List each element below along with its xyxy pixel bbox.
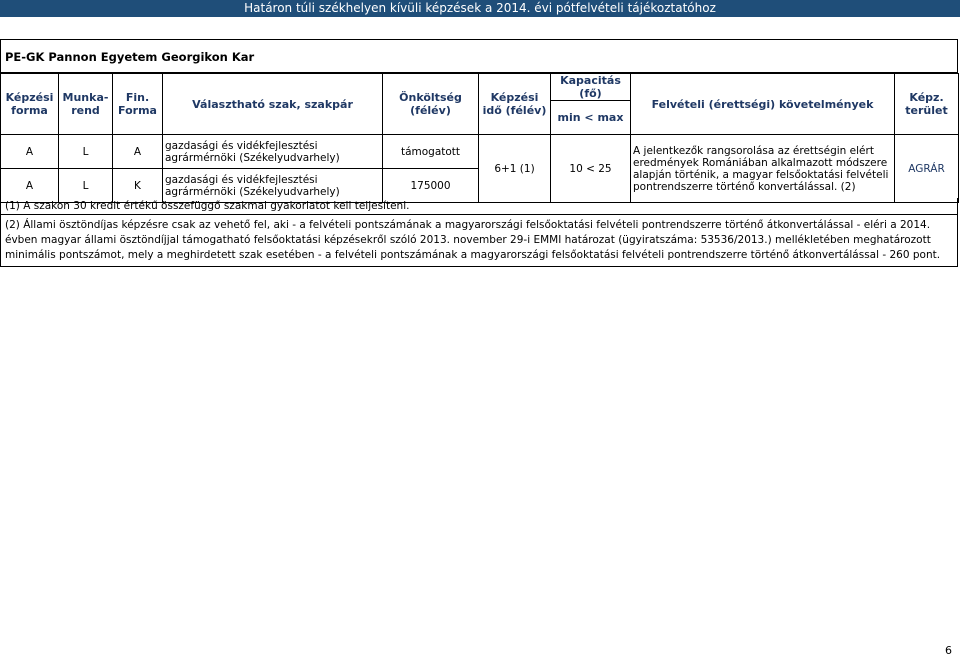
footnotes: [0, 198, 958, 267]
header-munkarend: Munka-rend: [59, 74, 113, 135]
header-onkoltseg: Önköltség (félév): [383, 74, 479, 135]
row1-fin: A: [113, 135, 163, 169]
header-fin-forma: Fin. Forma: [113, 74, 163, 135]
header-kepz-terulet: Képz. terület: [895, 74, 959, 135]
row2-forma: A: [1, 169, 59, 203]
row2-szak: gazdasági és vidékfejlesztési agrármérnöki (Székelyudvarhely): [163, 169, 383, 203]
row1-munkarend: L: [59, 135, 113, 169]
row1-szak: gazdasági és vidékfejlesztési agrármérnöki (Székelyudvarhely): [163, 135, 383, 169]
shared-terulet: AGRÁR: [895, 135, 959, 203]
header-min-max: min < max: [551, 101, 631, 135]
row2-munkarend: L: [59, 169, 113, 203]
row2-onkoltseg: 175000: [383, 169, 479, 203]
page-number: 6: [945, 644, 952, 657]
header-kapacitas: Kapacitás (fő): [551, 74, 631, 101]
footnote-2: (2) Állami ösztöndíjas képzésre csak az vehető fel, aki - a felvételi pontszámának a magyarországi felsőoktatási felvételi pontrendszerre történő átkonvertálással - eléri a 2014. évben magyar állami ösztöndíjjal támogatható felsőoktatási képzésekről szóló 2013. november 29-i EMMI határozat (ügyiratszáma: 53536/2013.) mellékletében meghatározott minimális pontszámot, mely a meghirdetett szak esetében - a felvételi pontszámának a magyarországi felsőoktatási felvételi pontrendszerre történő átkonvertálással - 260 pont.: [5, 219, 941, 261]
row1-forma: A: [1, 135, 59, 169]
row2-fin: K: [113, 169, 163, 203]
footnote-1: (1) A szakon 30 kredit értékű összefüggő szakmai gyakorlatot kell teljesíteni.: [1, 198, 957, 215]
document-title: Határon túli székhelyen kívüli képzések a 2014. évi pótfelvételi tájékoztatóhoz: [0, 0, 960, 17]
shared-kovetelmeny: A jelentkezők rangsorolása az érettségin elért eredmények Romániában alkalmazott módszere alapján történik, a magyar felsőoktatási felvételi pontrendszerre történő konvertálással. (2): [631, 135, 895, 203]
header-kepzesi-ido: Képzési idő (félév): [479, 74, 551, 135]
row1-onkoltseg: támogatott: [383, 135, 479, 169]
header-kovetelmenyek: Felvételi (érettségi) követelmények: [631, 74, 895, 135]
programs-table: [0, 73, 959, 203]
institution-name: PE-GK Pannon Egyetem Georgikon Kar: [0, 39, 958, 73]
shared-ido: 6+1 (1): [479, 135, 551, 203]
shared-kapacitas: 10 < 25: [551, 135, 631, 203]
header-szak: Választható szak, szakpár: [163, 74, 383, 135]
header-kepzesi-forma: Képzési forma: [1, 74, 59, 135]
